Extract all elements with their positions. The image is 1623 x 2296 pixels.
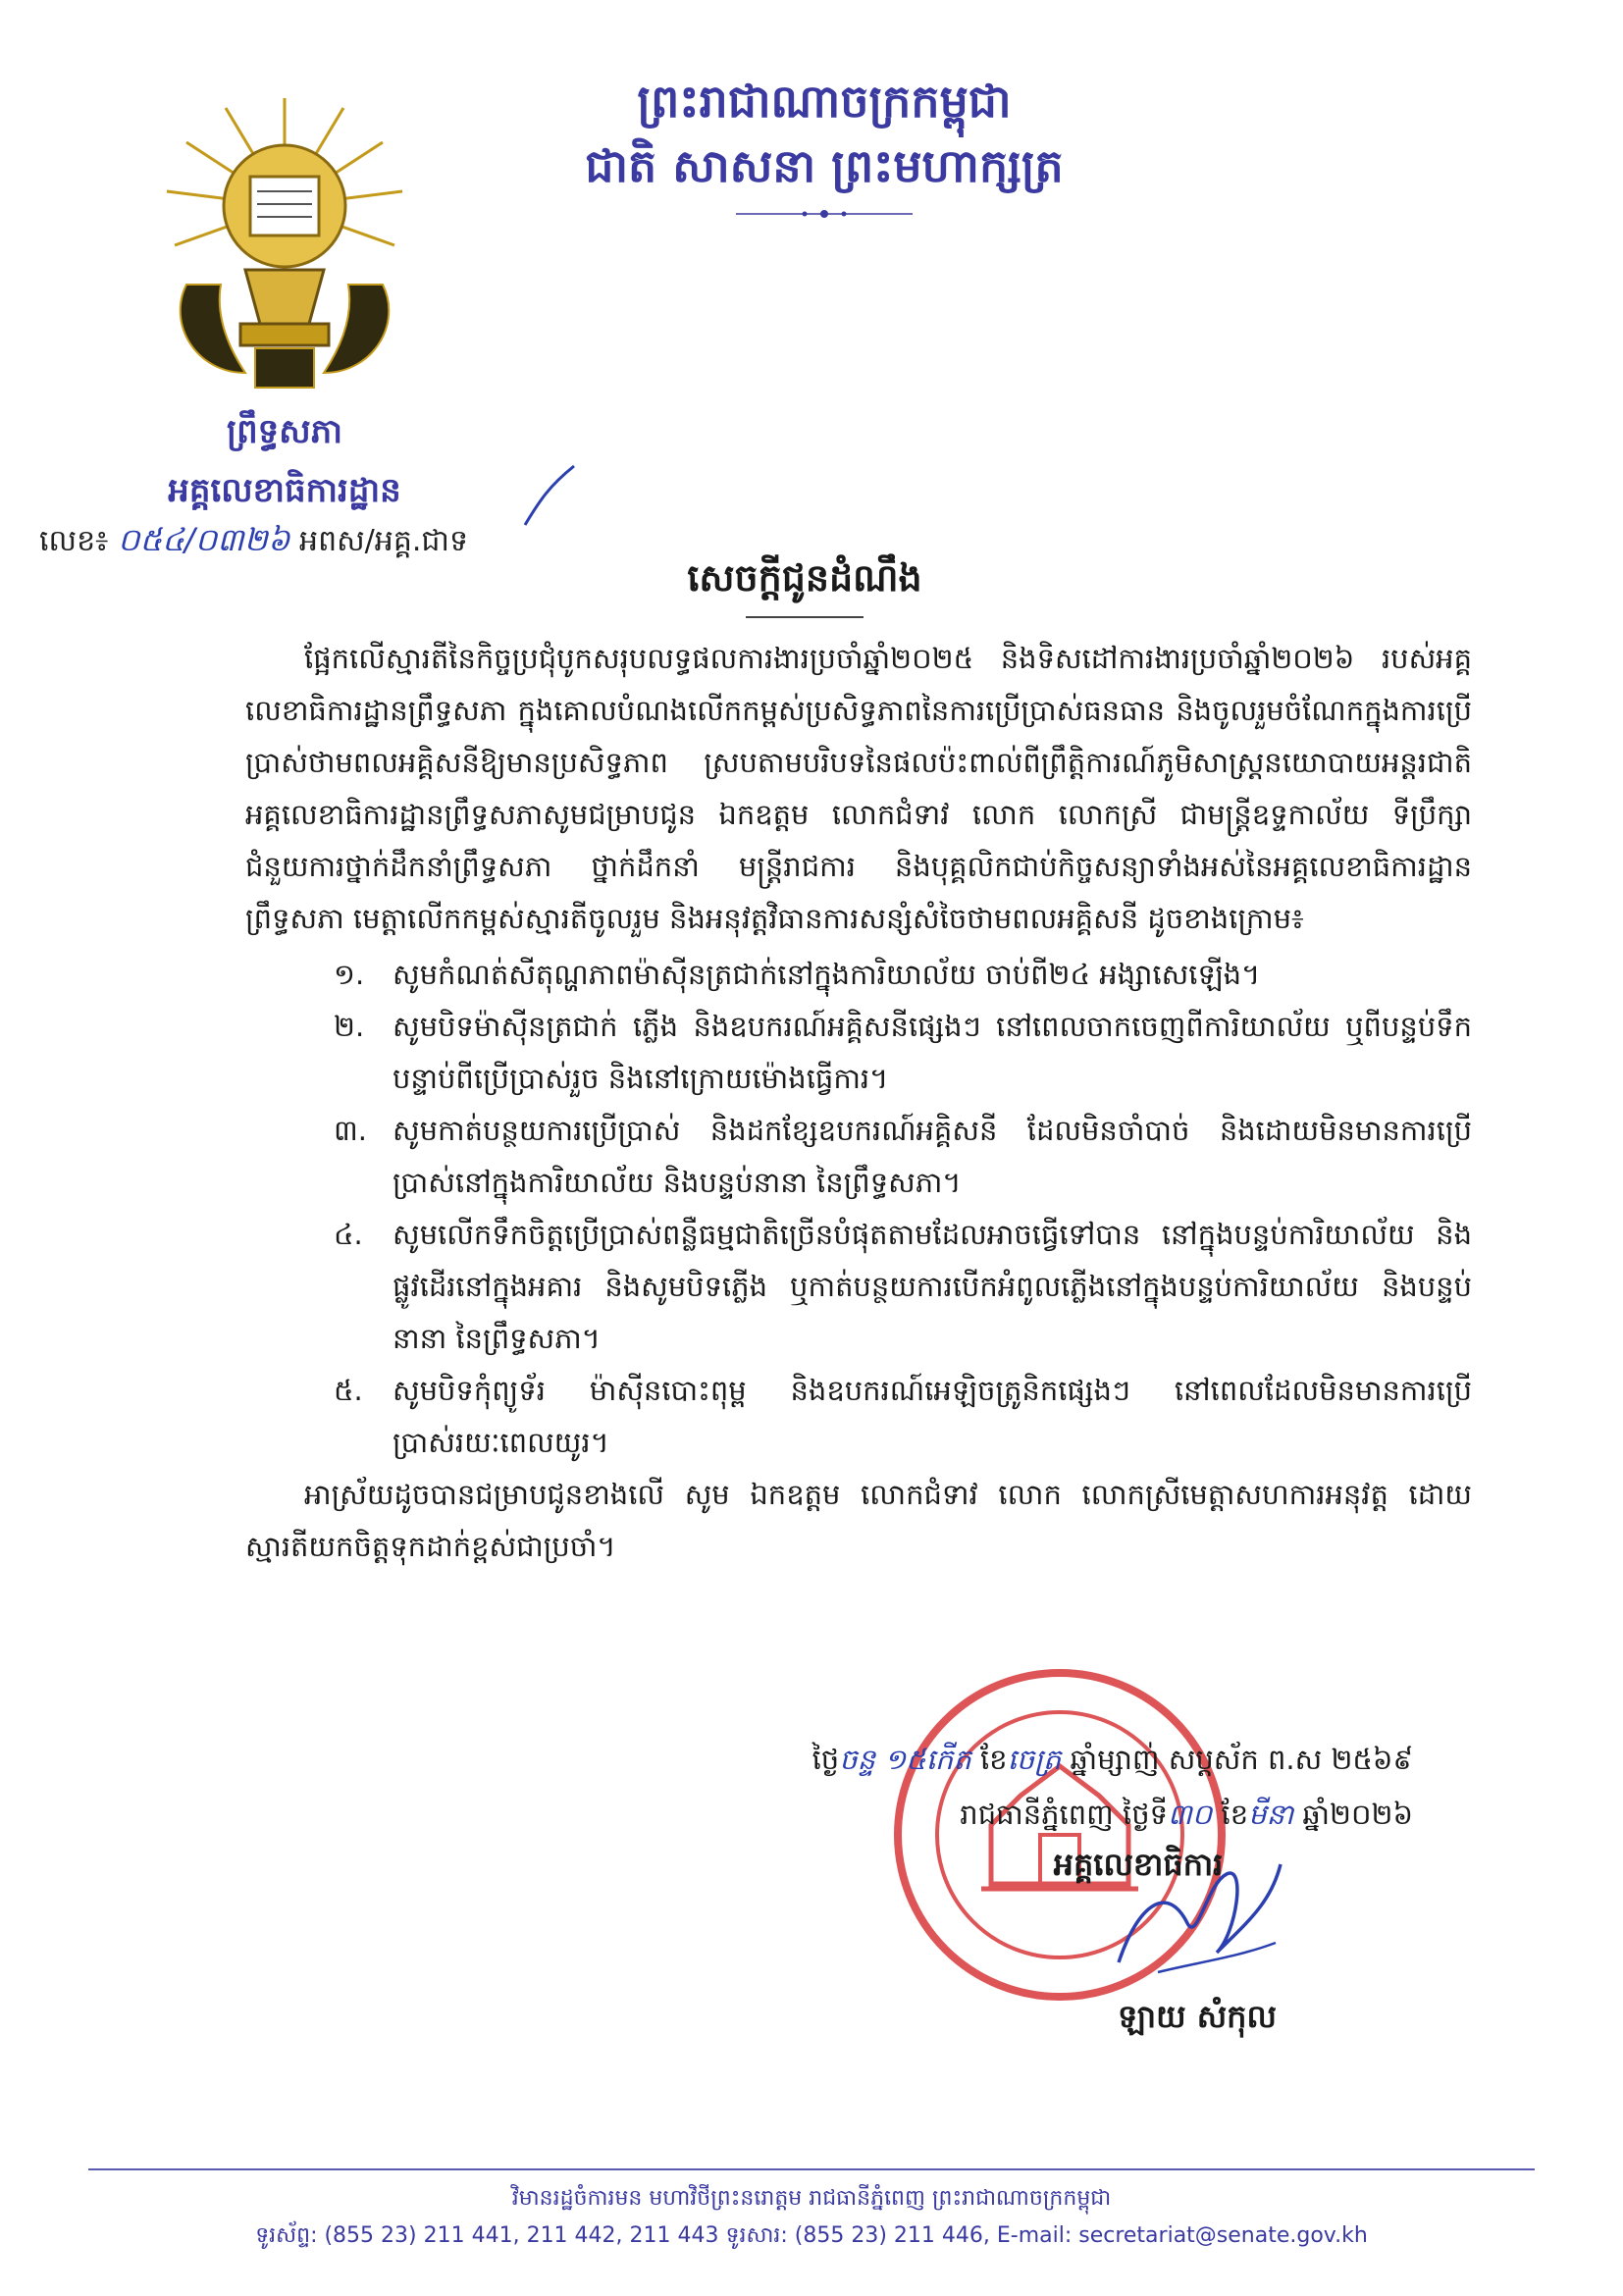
- national-motto: ជាតិ សាសនា ព្រះមហាក្សត្រ: [585, 139, 1064, 192]
- department-name: អគ្គលេខាធិការដ្ឋាន: [168, 471, 401, 510]
- kingdom-name: ព្រះរាជាណាចក្រកម្ពុជា: [637, 75, 1012, 128]
- lunar-date: ថ្ងៃចន្ទ ១៥កើត ខែចេត្រ ឆ្នាំម្សាញ់ សប្តស័ក ព.ស ២៥៦៩: [812, 1743, 1413, 1776]
- letterhead-header: [530, 69, 1119, 198]
- closing-paragraph: អាស្រ័យដូចបានជម្រាបជូនខាងលើ សូម ឯកឧត្តម លោកជំទាវ លោក លោកស្រីមេត្តាសហការអនុវត្ត ដោយស្មារតីយកចិត្តទុកដាក់ខ្ពស់ជាប្រចាំ។: [245, 1478, 1472, 1563]
- ornament-divider-icon: [726, 204, 922, 224]
- signatory-name: ឡាយ សំកុល: [1118, 1998, 1277, 2035]
- notice-body: [245, 633, 1472, 1573]
- notice-title: សេចក្តីជូនដំណឹង: [687, 555, 922, 600]
- solar-date: រាជធានីភ្នំពេញ ថ្ងៃទី៣០ ខែមីនា ឆ្នាំ២០២៦: [960, 1798, 1413, 1831]
- reference-handwritten: ០៥៤/០៣២៦: [117, 521, 290, 558]
- list-item: ១. សូមកំណត់សីតុណ្ហភាពម៉ាស៊ីនត្រជាក់នៅក្នុងការិយាល័យ ចាប់ពី២៤ អង្សាសេឡើង។: [334, 958, 1261, 991]
- institution-name: ព្រឹទ្ធសភា: [226, 412, 343, 451]
- handwritten-mark-icon: [520, 461, 579, 530]
- reference-label: លេខ៖: [39, 524, 109, 558]
- list-item: ២. សូមបិទម៉ាស៊ីនត្រជាក់ ភ្លើង និងឧបករណ៍អគ្គិសនីផ្សេងៗ នៅពេលចាកចេញពីការិយាល័យ ឬពីបន្ទប់ទឹក បន្ទាប់ពីប្រើប្រាស់រួច និងនៅក្រោយម៉ោងធ្វើការ។: [334, 1010, 1472, 1095]
- handwritten-signature-icon: [1099, 1845, 1295, 1992]
- intro-paragraph: ផ្អែកលើស្មារតីនៃកិច្ចប្រជុំបូកសរុបលទ្ធផលការងារប្រចាំឆ្នាំ២០២៥ និងទិសដៅការងារប្រចាំឆ្នាំ២០២៦ របស់អគ្គលេខាធិការដ្ឋានព្រឹទ្ធសភា ក្នុងគោលបំណងលើកកម្ពស់ប្រសិទ្ធភាពនៃការប្រើប្រាស់ធនធាន និងចូលរួមចំណែកក្នុងការប្រើប្រាស់ថាមពលអគ្គិសនីឱ្យមានប្រសិទ្ធភាព ស្របតាមបរិបទនៃផលប៉ះពាល់ពីព្រឹត្តិការណ៍ភូមិសាស្ត្រនយោបាយអន្តរជាតិ អគ្គលេខាធិការដ្ឋានព្រឹទ្ធសភាសូមជម្រាបជូន ឯកឧត្តម លោកជំទាវ លោក លោកស្រី ជាមន្ត្រីឧទ្ទកាល័យ ទីប្រឹក្សា ជំនួយការថ្នាក់ដឹកនាំព្រឹទ្ធសភា ថ្នាក់ដឹកនាំ មន្ត្រីរាជការ និងបុគ្គលិកជាប់កិច្ចសន្យាទាំងអស់នៃអគ្គលេខាធិការដ្ឋានព្រឹទ្ធសភា មេត្តាលើកកម្ពស់ស្មារតីចូលរួម និងអនុវត្តវិធានការសន្សំសំចៃថាមពលអគ្គិសនី ដូចខាងក្រោម៖: [245, 642, 1472, 935]
- senate-emblem-icon: [147, 88, 422, 402]
- issuing-department: [88, 402, 481, 520]
- list-item: ៤. សូមលើកទឹកចិត្តប្រើប្រាស់ពន្លឺធម្មជាតិច្រើនបំផុតតាមដែលអាចធ្វើទៅបាន នៅក្នុងបន្ទប់ការិយាល័យ និងផ្លូវដើរនៅក្នុងអគារ និងសូមបិទភ្លើង ឬកាត់បន្ថយការបើកអំពូលភ្លើងនៅក្នុងបន្ទប់ការិយាល័យ និងបន្ទប់នានា នៃព្រឹទ្ធសភា។: [334, 1218, 1472, 1355]
- reference-suffix: អពស/អគ្គ.ជាទ: [299, 524, 469, 558]
- letterhead-footer: [88, 2180, 1535, 2255]
- footer-address: វិមានរដ្ឋចំការមន មហាវិថីព្រះនរោត្តម រាជធានីភ្នំពេញ ព្រះរាជាណាចក្រកម្ពុជា: [511, 2186, 1112, 2211]
- measures-list: [245, 949, 1472, 1469]
- title-divider: [746, 616, 864, 618]
- date-block: [667, 1732, 1413, 1842]
- reference-number: [39, 520, 468, 566]
- list-item: ៥. សូមបិទកុំព្យូទ័រ ម៉ាស៊ីនបោះពុម្ព និងឧបករណ៍អេឡិចត្រូនិកផ្សេងៗ នៅពេលដែលមិនមានការប្រើប្រាស់រយៈពេលយូរ។: [334, 1374, 1472, 1459]
- signatory-title: អគ្គលេខាធិការ: [1053, 1846, 1224, 1883]
- footer-divider: [88, 2168, 1535, 2170]
- list-item: ៣. សូមកាត់បន្ថយការប្រើប្រាស់ និងដកខ្សែឧបករណ៍អគ្គិសនី ដែលមិនចាំបាច់ និងដោយមិនមានការប្រើប្រាស់នៅក្នុងការិយាល័យ និងបន្ទប់នានា នៃព្រឹទ្ធសភា។: [334, 1114, 1472, 1199]
- footer-contact: ទូរស័ព្ទ: (855 23) 211 441, 211 442, 211 443 ទូរសារ: (855 23) 211 446, E-mail: secretariat@senate.gov.kh: [255, 2223, 1368, 2248]
